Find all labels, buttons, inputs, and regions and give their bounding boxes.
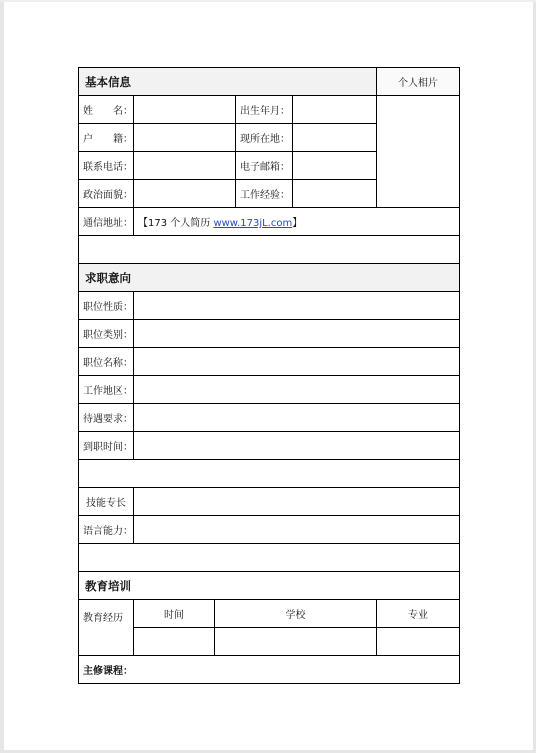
label-job-title: 职位名称：: [79, 348, 134, 376]
field-edu-major[interactable]: [377, 628, 460, 656]
label-birth: 出生年月：: [236, 96, 293, 124]
label-job-nature: 职位性质：: [79, 292, 134, 320]
blank-row[interactable]: [79, 544, 460, 572]
header-major: 专业: [377, 600, 460, 628]
field-salary[interactable]: [134, 404, 460, 432]
field-experience[interactable]: [293, 180, 377, 208]
section-education: 教育培训: [79, 572, 460, 600]
field-language[interactable]: [134, 516, 460, 544]
field-residence[interactable]: [293, 124, 377, 152]
field-work-area[interactable]: [134, 376, 460, 404]
header-school: 学校: [215, 600, 377, 628]
label-hukou: 户 籍：: [79, 124, 134, 152]
label-salary: 待遇要求：: [79, 404, 134, 432]
label-email: 电子邮箱：: [236, 152, 293, 180]
address-link[interactable]: www.173jL.com: [213, 218, 293, 229]
address-suffix: 】: [292, 218, 303, 229]
page-border-top: [0, 0, 536, 2]
label-experience: 工作经验：: [236, 180, 293, 208]
field-start-date[interactable]: [134, 432, 460, 460]
label-residence: 现所在地：: [236, 124, 293, 152]
blank-row[interactable]: [79, 236, 460, 264]
field-edu-time[interactable]: [134, 628, 215, 656]
label-edu-history: 教育经历: [79, 600, 134, 656]
page-border-left: [0, 0, 4, 753]
photo-label: 个人相片: [377, 68, 460, 96]
label-language: 语言能力：: [79, 516, 134, 544]
field-name[interactable]: [134, 96, 236, 124]
label-politics: 政治面貌：: [79, 180, 134, 208]
field-hukou[interactable]: [134, 124, 236, 152]
field-birth[interactable]: [293, 96, 377, 124]
label-start-date: 到职时间：: [79, 432, 134, 460]
field-edu-school[interactable]: [215, 628, 377, 656]
label-work-area: 工作地区：: [79, 376, 134, 404]
label-address: 通信地址：: [79, 208, 134, 236]
blank-row[interactable]: [79, 460, 460, 488]
address-prefix: 【173 个人简历: [138, 218, 214, 229]
field-job-category[interactable]: [134, 320, 460, 348]
field-job-nature[interactable]: [134, 292, 460, 320]
label-courses[interactable]: 主修课程：: [79, 656, 460, 684]
field-email[interactable]: [293, 152, 377, 180]
field-job-title[interactable]: [134, 348, 460, 376]
label-job-category: 职位类别：: [79, 320, 134, 348]
photo-box[interactable]: [377, 96, 460, 208]
field-address[interactable]: [134, 208, 460, 236]
header-time: 时间: [134, 600, 215, 628]
label-name: 姓 名：: [79, 96, 134, 124]
field-politics[interactable]: [134, 180, 236, 208]
section-job-intention: 求职意向: [79, 264, 460, 292]
label-phone: 联系电话：: [79, 152, 134, 180]
resume-table: [78, 67, 460, 684]
field-skills[interactable]: [134, 488, 460, 516]
section-basic-info: 基本信息: [79, 68, 377, 96]
label-skills: 技能专长: [79, 488, 134, 516]
field-phone[interactable]: [134, 152, 236, 180]
